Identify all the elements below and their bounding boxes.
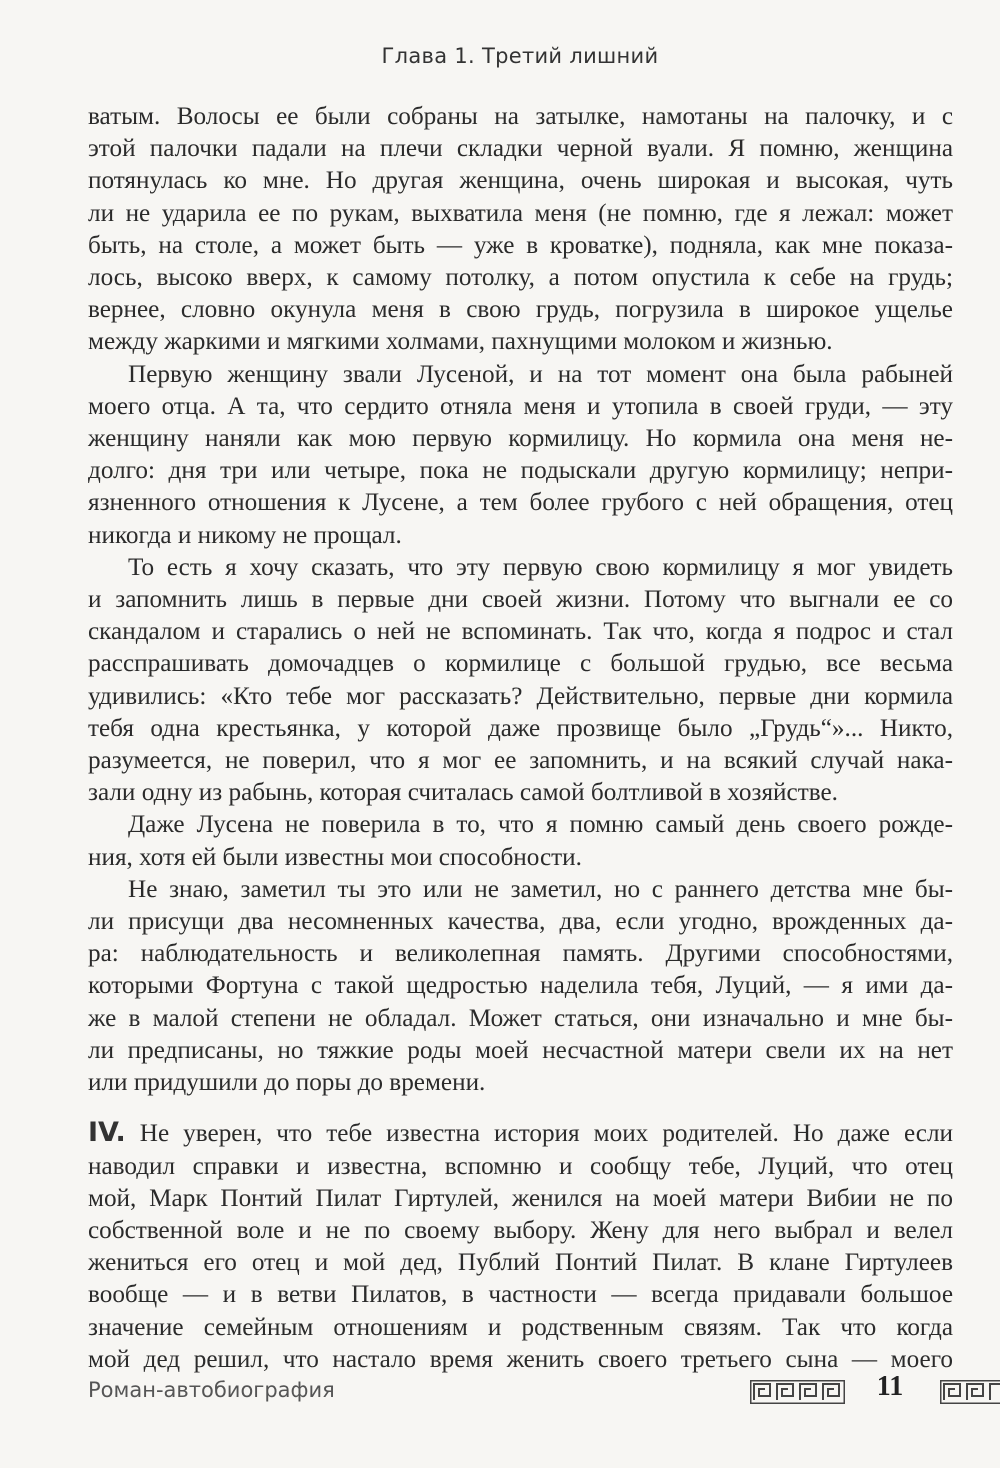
greek-key-ornament-icon — [750, 1380, 845, 1404]
text-line: ватым. Волосы ее были собраны на затылке, намотаны на палочку, и с — [88, 103, 953, 130]
text-line: лось, высоко вверх, к самому потолку, а потом опустила к себе на грудь; — [88, 264, 953, 292]
text-line: и запомнить лишь в первые дни своей жизни. Потому что выгнали ее со — [88, 586, 953, 614]
text-line: мой дед решил, что настало время женить своего третьего сына — моего — [88, 1345, 953, 1373]
text-line: значение семейным отношениям и родственным связям. Так что когда — [88, 1313, 953, 1341]
text-line: же в малой степени не обладал. Может статься, они изначально и мне бы- — [88, 1004, 953, 1032]
text-line: жениться его отец и мой дед, Публий Понтий Пилат. В клане Гиртулеев — [88, 1249, 953, 1277]
text-line: вернее, словно окунула меня в свою грудь, погрузила в широкое ущелье — [88, 296, 953, 324]
text-line: вообще — и в ветви Пилатов, в частности — всегда придавали большое — [88, 1281, 953, 1309]
text-line: ли не ударила ее по рукам, выхватила меня (не помню, где я лежал: может — [88, 199, 953, 227]
body-text — [88, 101, 953, 1376]
section-gap — [88, 1099, 953, 1117]
paragraph-4 — [88, 809, 953, 873]
section-first-line-text: Не уверен, что тебе известна история моих родителей. Но даже если — [139, 1120, 953, 1148]
text-line: ли предписаны, но тяжкие роды моей несчастной матери свели их на нет — [88, 1036, 953, 1064]
page-number: 11 — [876, 1371, 904, 1402]
text-line: удивились: «Кто тебе мог рассказать? Действительно, первые дни кормила — [88, 682, 953, 710]
text-line: ния, хотя ей были известны мои способности. — [88, 843, 582, 871]
paragraph-2 — [88, 359, 953, 552]
text-line: потянулась ко мне. Но другая женщина, очень широкая и высокая, чуть — [88, 167, 953, 195]
paragraph-5 — [88, 874, 953, 1099]
section-first-line — [88, 1117, 953, 1150]
text-line: Даже Лусена не поверила в то, что я помню самый день своего рожде- — [128, 811, 953, 839]
running-head: Глава 1. Третий лишний — [381, 44, 659, 68]
text-line: быть, на столе, а может быть — уже в кроватке), подняла, как мне показа- — [88, 231, 953, 259]
text-line: которыми Фортуна с такой щедростью наделила тебя, Луций, — я ими да- — [88, 972, 953, 1000]
text-line: между жаркими и мягкими холмами, пахнущими молоком и жизнью. — [88, 328, 833, 356]
section-iv — [88, 1117, 953, 1376]
text-line: Не знаю, заметил ты это или не заметил, но с раннего детства мне бы- — [128, 875, 953, 903]
text-line: этой палочки падали на плечи складки черной вуали. Я помню, женщина — [88, 135, 953, 163]
greek-key-ornament-icon — [940, 1380, 1000, 1404]
text-line: То есть я хочу сказать, что эту первую свою кормилицу я мог увидеть — [128, 553, 953, 581]
text-line: ра: наблюдательность и великолепная память. Другими способностями, — [88, 940, 953, 968]
paragraph-1 — [88, 101, 953, 359]
text-line: никогда и никому не прощал. — [88, 521, 402, 549]
text-line: собственной воле и не по своему выбору. Жену для него выбрал и велел — [88, 1216, 953, 1244]
paragraph-3 — [88, 552, 953, 810]
text-line: наводил справки и известна, вспомню и сообщу тебе, Луций, что отец — [88, 1152, 953, 1180]
text-line: зали одну из рабынь, которая считалась самой болтливой в хозяйстве. — [88, 779, 838, 807]
text-line: долго: дня три или четыре, пока не подыскали другую кормилицу; непри- — [88, 457, 953, 485]
footer-book-label: Роман-автобиография — [88, 1378, 335, 1402]
text-line: скандалом и старались о ней не вспоминать. Так что, когда я подрос и стал — [88, 618, 953, 646]
text-line: расспрашивать домочадцев о кормилице с большой грудью, все весьма — [88, 650, 953, 678]
text-line: Первую женщину звали Лусеной, и на тот момент она была рабыней — [128, 360, 953, 388]
section-number: IV. — [88, 1117, 126, 1149]
text-line: моего отца. А та, что сердито отняла меня и утопила в своей груди, — эту — [88, 392, 953, 420]
text-line: женщину наняли как мою первую кормилицу. Но кормила она меня не- — [88, 425, 953, 453]
text-line: язненного отношения к Лусене, а тем более грубого с ней обращения, отец — [88, 489, 953, 517]
text-line: разумеется, не поверил, что я мог ее запомнить, и на всякий случай нака- — [88, 747, 953, 775]
text-line: или придушили до поры до времени. — [88, 1069, 486, 1097]
text-line: ли присущи два несомненных качества, два, если угодно, врожденных да- — [88, 908, 953, 936]
text-line: мой, Марк Понтий Пилат Гиртулей, женился на моей матери Вибии не по — [88, 1184, 953, 1212]
text-line: тебя одна крестьянка, у которой даже прозвище было „Грудь“»... Никто, — [88, 714, 953, 742]
